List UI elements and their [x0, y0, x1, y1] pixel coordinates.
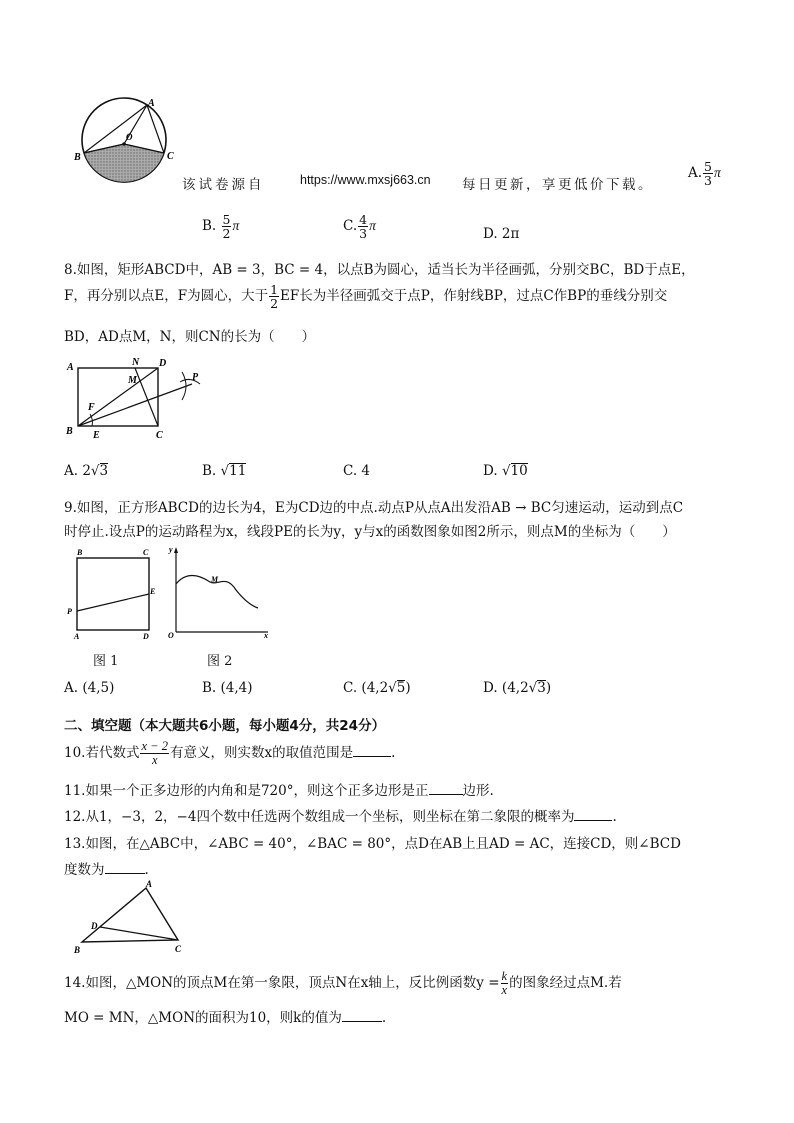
- q10-line: 10.若代数式 $\frac{x - 2}{x}$ 有意义，则实数x的取值范围是 .: [64, 739, 396, 768]
- q14-line1: 14.如图，△MON的顶点M在第一象限，顶点N在x轴上，反比例函数y = $\frac{k}{x}$ 的图象经过点M.若: [64, 969, 622, 998]
- q12-line: 12.从1，−3，2，−4四个数中任选两个数组成一个坐标，则坐标在第二象限的概率为 .: [64, 809, 617, 825]
- q9-fig2-caption: 图 2: [207, 654, 233, 669]
- q8-fig-label-m: M: [128, 375, 137, 386]
- q9-fig2-label-y: y: [169, 545, 173, 554]
- q9-fig1-label-e: E: [150, 587, 156, 596]
- q7-source-text: 该试卷源自: [182, 177, 265, 193]
- q8-fig-label-e: E: [93, 430, 100, 441]
- q7-url[interactable]: https://www.mxsj663.cn: [300, 173, 431, 187]
- q7-fig-label-a: A: [148, 98, 155, 109]
- q8-fig-label-n: N: [132, 357, 140, 368]
- q8-fig-label-a: A: [67, 362, 74, 373]
- q12-answer-blank[interactable]: [574, 820, 612, 821]
- q13-fig-label-c: C: [175, 944, 182, 954]
- q9-option-c: C. (4,2√5): [343, 680, 411, 696]
- q9-fig1-label-a: A: [74, 632, 80, 641]
- q9-option-d: D. (4,2√3): [483, 680, 552, 696]
- q13-triangle-figure: [68, 878, 194, 958]
- q7-fig-label-c: C: [167, 151, 174, 162]
- q13-line2: 度数为 .: [64, 862, 149, 878]
- q9-option-a: A. (4,5): [64, 680, 115, 696]
- q9-fig1-label-p: P: [67, 607, 72, 616]
- q11-answer-blank[interactable]: [429, 794, 463, 795]
- q13-answer-blank[interactable]: [105, 873, 145, 874]
- q7-option-c: C. $\frac{4}{3}$ π: [343, 212, 376, 242]
- q8-option-a: A. 2√3: [64, 463, 109, 479]
- q8-option-d: D. √10: [483, 463, 528, 479]
- q8-line3: BD，AD点M，N，则CN的长为（ ）: [64, 329, 316, 345]
- q14-line2: MO = MN，△MON的面积为10，则k的值为 .: [64, 1010, 387, 1026]
- q7-slogan: 每日更新，享更低价下载。: [462, 177, 654, 193]
- q7-option-a: A. $\frac{5}{3}$ π: [688, 159, 721, 189]
- q13-line1: 13.如图，在△ABC中，∠ABC = 40°，∠BAC = 80°，点D在AB上且AD = AC，连接CD，则∠BCD: [64, 836, 681, 852]
- section2-title: 二、填空题（本大题共6小题，每小题4分，共24分）: [64, 718, 386, 734]
- q9-figure2-graph: [164, 544, 276, 640]
- q8-fig-label-f: F: [88, 402, 95, 413]
- q7-fig-label-b: B: [74, 152, 81, 163]
- q13-fig-label-d: D: [91, 921, 98, 931]
- q14-answer-blank[interactable]: [342, 1021, 382, 1022]
- q8-fig-label-b: B: [66, 426, 73, 437]
- q8-line2: F，再分别以点E，F为圆心，大于 $\frac{1}{2}$ EF长为半径画弧交于点P，作射线BP，过点C作BP的垂线分别交: [64, 282, 668, 312]
- q7-circle-figure: [70, 92, 180, 192]
- q9-line1: 9.如图，正方形ABCD的边长为4，E为CD边的中点.动点P从点A出发沿AB → BC匀速运动，运动到点C: [64, 500, 684, 516]
- q7-fig-label-o: O: [126, 132, 133, 142]
- q9-fig1-label-d: D: [143, 632, 149, 641]
- q9-figure1-square: [64, 546, 160, 642]
- q7-option-b: B. $\frac{5}{2}$ π: [202, 212, 240, 242]
- q8-rectangle-figure: [62, 354, 212, 442]
- q10-answer-blank[interactable]: [353, 756, 391, 757]
- q8-fig-label-d: D: [159, 358, 167, 369]
- q8-option-c: C. 4: [343, 463, 371, 479]
- q9-option-b: B. (4,4): [202, 680, 253, 696]
- q9-line2: 时停止.设点P的运动路程为x，线段PE的长为y，y与x的函数图象如图2所示，则点M的坐标为（ ）: [64, 524, 676, 540]
- q9-fig2-label-o: O: [168, 631, 174, 640]
- q8-fig-label-c: C: [156, 430, 163, 441]
- q7-option-d: D. 2π: [483, 226, 520, 242]
- q8-fig-label-p: P: [192, 372, 199, 383]
- q9-fig1-label-c: C: [143, 548, 149, 557]
- q8-line1: 8.如图，矩形ABCD中，AB = 3，BC = 4，以点B为圆心，适当长为半径画弧，分别交BC，BD于点E，: [64, 262, 695, 278]
- q13-fig-label-b: B: [74, 945, 81, 955]
- q9-fig2-label-x: x: [264, 631, 268, 640]
- q8-option-b: B. √11: [202, 463, 247, 479]
- q13-fig-label-a: A: [146, 879, 153, 889]
- q9-fig1-caption: 图 1: [93, 654, 119, 669]
- q9-fig1-label-b: B: [77, 548, 83, 557]
- q11-line: 11.如果一个正多边形的内角和是720°，则这个正多边形是正 边形.: [64, 783, 494, 799]
- q9-fig2-label-m: M: [211, 575, 219, 584]
